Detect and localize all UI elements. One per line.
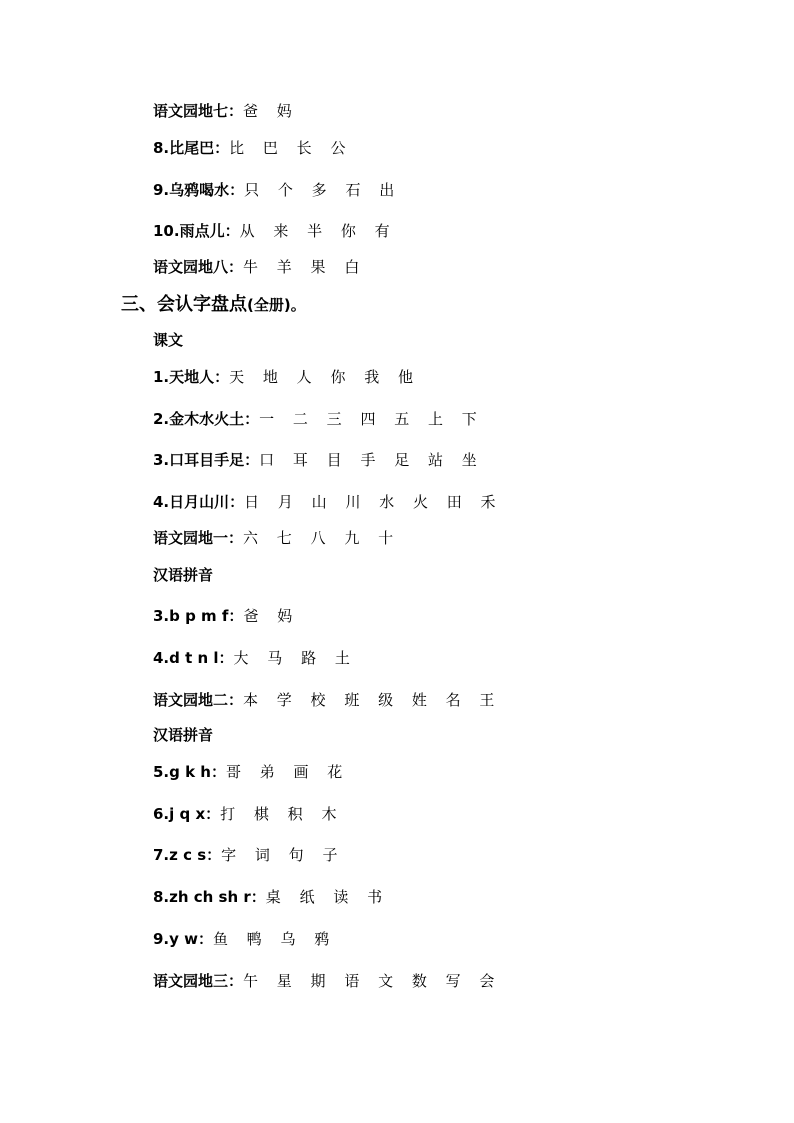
entry-label: 语文园地三： xyxy=(153,972,244,990)
entry-label: 8.zh ch sh r： xyxy=(153,888,266,906)
entry-characters: 爸 妈 xyxy=(243,607,300,625)
entry-label: 3.b p m f： xyxy=(153,607,244,625)
entry-label: 4.日月山川： xyxy=(153,493,245,511)
entry-yuwen-yuandi-8 xyxy=(153,257,366,277)
entry-ri-yue-shan-chuan xyxy=(153,492,503,512)
entry-characters: 桌 纸 读 书 xyxy=(265,888,390,906)
section-title-suffix: (全册)。 xyxy=(247,296,306,314)
entry-characters: 爸 妈 xyxy=(243,102,299,120)
entry-characters: 日 月 山 川 水 火 田 禾 xyxy=(244,493,503,511)
entry-yuwen-yuandi-1 xyxy=(153,528,400,548)
entry-label: 5.g k h： xyxy=(153,763,226,781)
subsection-label-pinyin: 汉语拼音 xyxy=(153,726,214,744)
entry-yw xyxy=(153,929,336,949)
entry-gkh xyxy=(153,762,349,782)
entry-characters: 大 马 路 土 xyxy=(233,649,357,667)
section-heading xyxy=(121,294,306,316)
entry-jqx xyxy=(153,804,343,824)
entry-wuya-heshui xyxy=(153,180,401,200)
entry-label: 9.y w： xyxy=(153,930,213,948)
section-title: 三、会认字盘点 xyxy=(121,294,247,315)
entry-label: 语文园地八： xyxy=(153,258,244,276)
entry-kou-er-mu-shou-zu xyxy=(153,450,484,470)
entry-yuwen-yuandi-2 xyxy=(153,690,501,710)
subsection-label-kewen: 课文 xyxy=(153,331,184,349)
entry-zcs xyxy=(153,845,344,865)
entry-characters: 牛 羊 果 白 xyxy=(243,258,367,276)
entry-label: 8.比尾巴： xyxy=(153,139,230,157)
entry-label: 3.口耳目手足： xyxy=(153,451,260,469)
entry-bi-weiba xyxy=(153,138,352,158)
entry-characters: 本 学 校 班 级 姓 名 王 xyxy=(243,691,502,709)
entry-characters: 天 地 人 你 我 他 xyxy=(229,368,420,386)
entry-label: 2.金木水火土： xyxy=(153,410,260,428)
entry-label: 6.j q x： xyxy=(153,805,221,823)
entry-characters: 哥 弟 画 花 xyxy=(225,763,350,781)
entry-characters: 一 二 三 四 五 上 下 xyxy=(259,410,484,428)
entry-label: 10.雨点儿： xyxy=(153,222,240,240)
entry-characters: 六 七 八 九 十 xyxy=(243,529,401,547)
entry-characters: 比 巴 长 公 xyxy=(229,139,353,157)
entry-characters: 只 个 多 石 出 xyxy=(244,181,402,199)
entry-characters: 口 耳 目 手 足 站 坐 xyxy=(259,451,484,469)
entry-characters: 鱼 鸭 乌 鸦 xyxy=(213,930,337,948)
subsection-label-pinyin: 汉语拼音 xyxy=(153,566,214,584)
entry-bpmf xyxy=(153,606,299,626)
entry-label: 语文园地七： xyxy=(153,102,244,120)
entry-characters: 午 星 期 语 文 数 写 会 xyxy=(243,972,502,990)
entry-label: 4.d t n l： xyxy=(153,649,234,667)
entry-jin-mu-shui-huo-tu xyxy=(153,409,484,429)
entry-label: 7.z c s： xyxy=(153,846,222,864)
entry-label: 1.天地人： xyxy=(153,368,230,386)
entry-label: 9.乌鸦喝水： xyxy=(153,181,245,199)
entry-characters: 从 来 半 你 有 xyxy=(239,222,397,240)
entry-tian-di-ren xyxy=(153,367,420,387)
entry-label: 语文园地二： xyxy=(153,691,244,709)
entry-characters: 字 词 句 子 xyxy=(221,846,345,864)
entry-yuwen-yuandi-7 xyxy=(153,101,299,121)
entry-zh-ch-sh-r xyxy=(153,887,389,907)
entry-characters: 打 棋 积 木 xyxy=(220,805,344,823)
entry-label: 语文园地一： xyxy=(153,529,244,547)
entry-yuwen-yuandi-3 xyxy=(153,971,501,991)
entry-dtnl xyxy=(153,648,357,668)
entry-yudianer xyxy=(153,221,397,241)
